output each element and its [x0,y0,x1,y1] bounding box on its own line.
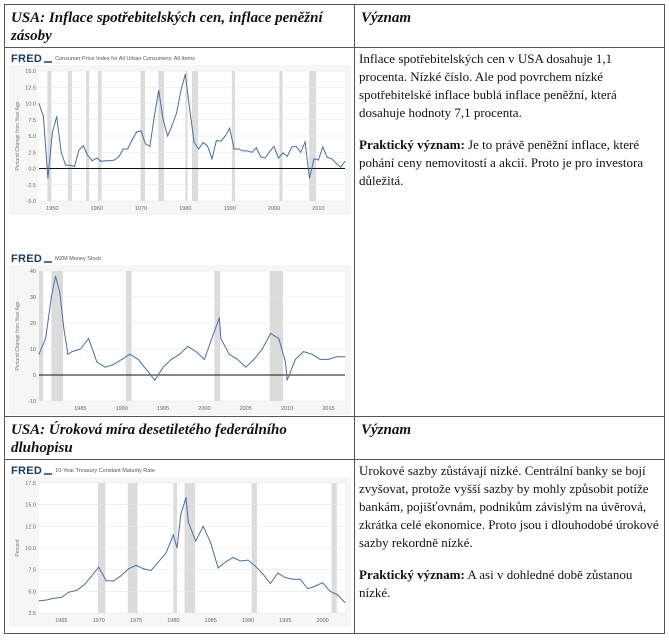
data-point [196,351,197,352]
data-point [83,585,84,586]
data-point [123,149,124,150]
data-point [105,367,106,368]
x-tick-label: 2000 [267,206,281,212]
cpi-chart-header [9,51,195,66]
data-point [322,147,323,148]
data-point [305,141,306,142]
y-axis-label: Percent Change from Year Ago [15,301,21,371]
data-point [114,160,115,161]
data-point [105,160,106,161]
x-tick-label: 2000 [316,618,329,624]
data-point [113,580,114,581]
x-tick-label: 1980 [167,618,180,624]
data-point [291,147,292,148]
data-point [61,597,62,598]
data-point [47,178,48,179]
data-point [211,158,212,159]
section-heading: USA: Inflace spotřebitelských cen, inflace peněžní zásoby [11,10,323,44]
data-point [345,161,346,162]
meaning-heading-cell [355,417,665,460]
data-point [225,561,226,562]
meaning-paragraph [359,50,660,122]
data-point [96,158,97,159]
data-point [337,594,338,595]
data-point [311,354,312,355]
y-axis-label: Percent Change from Year Ago [15,101,21,171]
data-point [331,158,332,159]
data-point [270,333,271,334]
section-header-row [5,417,665,460]
y-tick-label: 12.5 [25,524,36,531]
legend-line-icon [44,467,52,475]
data-point [128,568,129,569]
data-point [70,165,71,166]
y-tick-label: 17.5 [25,481,36,487]
data-point [260,156,261,157]
x-tick-label: 1975 [129,618,143,624]
cpi-plot [9,65,351,215]
data-point [336,163,337,164]
data-point [188,522,189,523]
meaning-paragraph-text: Je to právě peněžní inflace, které pohání ceny nemovitostí a akcií. Proto je pro investora důležitá. [359,137,644,188]
data-point [303,351,304,352]
data-point [345,356,346,357]
x-tick-label: 2010 [312,206,325,212]
x-tick-label: 1990 [223,206,236,212]
data-point [277,573,278,574]
data-point [210,542,211,543]
data-point [172,125,173,126]
section-header-row [5,5,665,48]
x-tick-label: 1985 [204,618,217,624]
meaning-paragraph [359,566,660,602]
data-point [218,567,219,568]
data-point [180,514,181,515]
y-tick-label: -5.0 [26,199,36,205]
mzm-plot [9,265,351,415]
x-tick-label: 1990 [241,618,255,624]
meaning-paragraph-label: Praktický význam: [359,137,465,152]
data-point [322,582,323,583]
data-point [167,136,168,137]
x-tick-label: 1980 [179,206,192,212]
data-point [149,146,150,147]
y-tick-label: 5.0 [28,589,36,596]
data-point [296,146,297,147]
data-point [171,359,172,360]
treasury-chart-header [9,463,155,478]
y-tick-label: 15.0 [25,69,36,75]
meaning-heading-cell [355,5,665,48]
meaning-text-cell [355,460,665,634]
data-point [212,336,213,337]
section-body-row [5,48,665,417]
plot-area [39,271,345,401]
data-point [247,150,248,151]
data-point [270,583,271,584]
data-point [59,291,60,292]
meaning-paragraph [359,136,660,190]
y-axis-label: Percent [15,539,21,557]
treasury-chart [9,463,351,627]
data-point [39,103,40,104]
x-tick-label: 1970 [134,206,148,212]
y-tick-label: 15.0 [25,502,36,509]
data-point [300,579,301,580]
x-tick-label: 2015 [322,406,335,412]
y-tick-label: 7.5 [28,117,36,124]
y-tick-label: -2.5 [26,182,36,189]
recession-band [214,271,220,401]
x-tick-label: 1960 [90,206,103,212]
data-point [186,497,187,498]
x-tick-label: 2000 [198,406,211,412]
data-point [185,74,186,75]
y-tick-label: 12.5 [25,85,36,92]
meaning-heading: Význam [361,422,412,438]
data-point [138,359,139,360]
data-point [76,590,77,591]
data-point [51,297,52,298]
data-point [256,147,257,148]
meaning-paragraph-text: Urokové sazby zůstávají nízké. Centrální banky se bojí zvyšovat, protože vyšší sazby by mohly způsobit potíže bankám, pojišťovnám, podnikům závislým na úvěrová, zkrátka celé ekonomice. Proto jsou i dlouhodobé úrokové sazby rekordně nízké. [359,463,659,550]
data-point [52,132,53,133]
data-point [287,156,288,157]
data-point [61,152,62,153]
data-point [39,354,40,355]
legend-line-icon [44,55,52,63]
data-point [315,586,316,587]
data-point [39,600,40,601]
data-point [74,166,75,167]
data-point [240,561,241,562]
data-point [345,602,346,603]
meaning-text-cell [355,48,665,417]
y-tick-label: 2.5 [28,611,36,617]
mzm-chart-header [9,251,101,266]
data-point [55,276,56,277]
data-point [313,158,314,159]
data-point [287,380,288,381]
data-point [207,145,208,146]
data-point [204,359,205,360]
y-tick-label: 2.5 [28,150,36,157]
treasury-plot [9,477,351,627]
data-point [177,548,178,549]
y-tick-label: 7.5 [28,567,36,574]
data-point [143,568,144,569]
y-tick-label: 10.0 [25,101,36,108]
data-point [262,349,263,350]
data-point [340,167,341,168]
data-point [203,526,204,527]
fred-logo: FRED [11,52,43,65]
data-point [233,557,234,558]
data-point [106,580,107,581]
data-point [330,591,331,592]
data-point [78,150,79,151]
data-point [87,155,88,156]
x-tick-label: 2010 [280,406,294,412]
data-point [229,128,230,129]
data-point [46,600,47,601]
charts-cell [5,460,355,634]
y-tick-label: 10.0 [25,546,36,552]
data-point [91,576,92,577]
x-tick-label: 1990 [115,406,128,412]
y-tick-label: 0 [32,373,36,379]
cpi-chart-title: Consumer Price Index for All Urban Consumers: All Items [55,55,195,62]
y-tick-label: 0.0 [28,166,36,173]
data-point [180,90,181,91]
data-point [132,139,133,140]
data-point [229,354,230,355]
data-point [285,362,286,363]
y-tick-label: 20 [29,321,36,327]
data-point [198,149,199,150]
y-tick-label: 10 [29,347,36,353]
data-point [285,577,286,578]
data-point [80,349,81,350]
data-point [189,110,190,111]
x-tick-label: 1985 [74,406,87,412]
data-point [145,143,146,144]
data-point [219,317,220,318]
meaning-text [355,48,664,190]
meaning-heading: Význam [361,10,412,26]
data-point [88,338,89,339]
data-point [150,570,151,571]
data-point [220,338,221,339]
recession-band [126,271,132,401]
data-point [163,367,164,368]
fred-logo: FRED [11,252,43,265]
data-point [234,149,235,150]
data-point [176,113,177,114]
treasury-chart-title: 10-Year Treasury Constant Maturity Rate [55,467,155,474]
data-point [195,541,196,542]
data-point [136,565,137,566]
meaning-paragraph-text: Inflace spotřebitelských cen v USA dosahuje 1,1 procenta. Nízké číslo. Ale pod povrchem nízké spotřebitelské inflace bublá inflace peněžní, která dosahuje hodnoty 7,1 procenta. [359,51,617,120]
y-tick-label: 30 [29,295,36,301]
section-heading-cell [5,5,355,48]
data-point [282,152,283,153]
recession-band [270,271,283,401]
section-body-row [5,460,665,634]
data-point [245,367,246,368]
data-point [136,132,137,133]
data-point [238,149,239,150]
data-point [163,119,164,120]
data-point [269,151,270,152]
data-point [203,142,204,143]
data-point [327,157,328,158]
data-point [336,356,337,357]
content-table [4,4,665,634]
data-point [247,560,248,561]
data-point [300,152,301,153]
data-point [154,380,155,381]
data-point [68,592,69,593]
data-point [179,354,180,355]
data-point [158,561,159,562]
cpi-chart [9,51,351,215]
y-tick-label: 5.0 [28,134,36,140]
data-point [237,359,238,360]
meaning-paragraph [359,462,660,552]
x-tick-label: 1995 [279,618,292,624]
data-point [255,566,256,567]
data-point [295,359,296,360]
recession-band [39,271,43,401]
data-point [254,359,255,360]
y-tick-label: -10 [28,399,36,405]
charts-cell [5,48,355,417]
data-point [67,354,68,355]
meaning-text [355,460,664,602]
data-point [121,359,122,360]
fred-logo: FRED [11,464,43,477]
data-point [43,116,44,117]
data-point [92,160,93,161]
data-point [251,152,252,153]
data-point [109,160,110,161]
data-point [98,567,99,568]
data-point [278,158,279,159]
data-point [309,178,310,179]
section-heading: USA: Úroková míra desetiletého federálního dluhopisu [11,422,287,456]
data-point [278,338,279,339]
data-point [243,150,244,151]
data-point [158,90,159,91]
data-point [96,362,97,363]
data-point [56,116,57,117]
data-point [225,136,226,137]
mzm-chart-title: MZM Money Stock [55,255,101,262]
data-point [265,158,266,159]
data-point [141,130,142,131]
data-point [274,146,275,147]
data-point [318,160,319,161]
data-point [328,359,329,360]
data-point [63,328,64,329]
x-tick-label: 1970 [92,618,105,624]
data-point [154,116,155,117]
data-point [187,346,188,347]
legend-line-icon [44,255,52,263]
data-point [307,588,308,589]
x-tick-label: 1950 [46,206,59,212]
data-point [320,359,321,360]
data-point [118,156,119,157]
mzm-chart [9,251,351,415]
meaning-paragraph-text: A asi v dohledné době zůstanou nízké. [359,567,633,600]
data-point [165,553,166,554]
data-point [129,354,130,355]
data-point [72,351,73,352]
data-point [65,165,66,166]
data-point [220,141,221,142]
x-tick-label: 1995 [156,406,170,412]
data-point [194,142,195,143]
data-point [45,338,46,339]
data-point [173,535,174,536]
x-tick-label: 1965 [55,618,68,624]
data-point [262,574,263,575]
data-point [127,149,128,150]
meaning-paragraph-label: Praktický význam: [359,567,465,582]
data-point [83,145,84,146]
data-point [113,364,114,365]
data-point [53,598,54,599]
y-tick-label: 40 [29,269,36,275]
x-tick-label: 2005 [239,406,252,412]
data-point [216,140,217,141]
data-point [121,575,122,576]
data-point [292,579,293,580]
section-heading-cell [5,417,355,460]
data-point [146,369,147,370]
data-point [101,161,102,162]
